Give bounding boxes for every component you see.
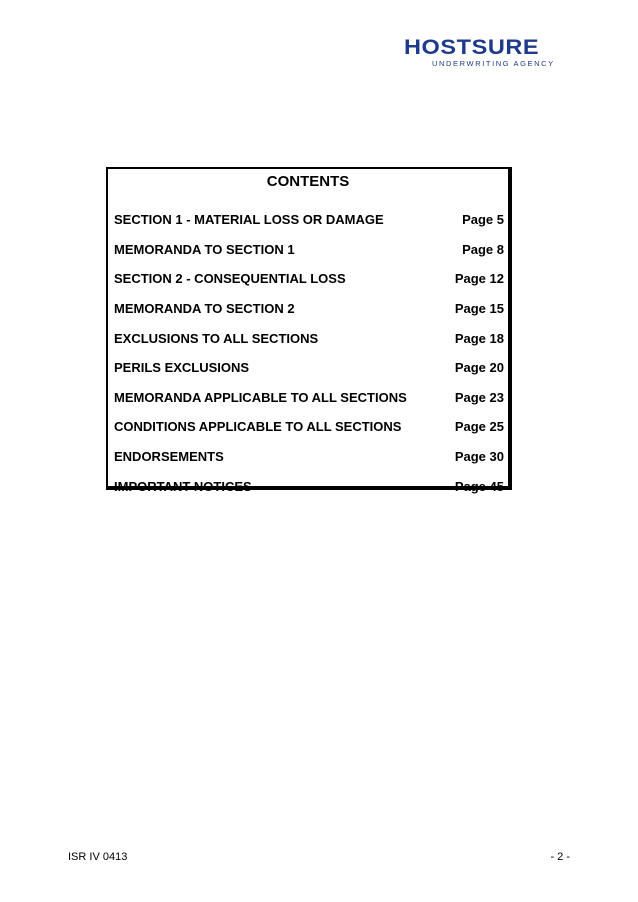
footer-document-ref: ISR IV 0413 (68, 851, 128, 863)
toc-entry (114, 264, 504, 294)
toc-entry-label: MEMORANDA TO SECTION 1 (114, 241, 295, 257)
logo-tagline: UNDERWRITING AGENCY (432, 59, 555, 68)
toc-entry-page: Page 23 (454, 389, 504, 405)
toc-entry-label: MEMORANDA TO SECTION 2 (114, 301, 295, 317)
toc-entry (114, 442, 504, 472)
footer-page-number: - 2 - (550, 851, 570, 863)
toc-entry-page: Page 8 (462, 241, 504, 257)
toc-list (114, 205, 504, 501)
toc-entry-page: Page 5 (462, 212, 504, 228)
toc-entry-label: EXCLUSIONS TO ALL SECTIONS (114, 330, 319, 346)
contents-box (106, 167, 512, 494)
toc-entry-page: Page 20 (454, 360, 504, 376)
toc-entry (114, 323, 504, 353)
toc-entry-page: Page 12 (454, 271, 504, 287)
toc-entry (114, 353, 504, 383)
toc-entry (114, 471, 504, 501)
toc-entry (114, 412, 504, 442)
toc-entry (114, 205, 504, 235)
toc-entry-page: Page 30 (454, 449, 504, 465)
toc-entry (114, 235, 504, 265)
toc-entry-label: PERILS EXCLUSIONS (114, 360, 250, 376)
toc-entry-label: IMPORTANT NOTICES (114, 478, 252, 494)
toc-entry (114, 294, 504, 324)
toc-entry (114, 383, 504, 413)
toc-entry-label: MEMORANDA APPLICABLE TO ALL SECTIONS (114, 389, 407, 405)
contents-title: CONTENTS (266, 173, 350, 190)
toc-entry-label: CONDITIONS APPLICABLE TO ALL SECTIONS (114, 419, 402, 435)
toc-entry-label: SECTION 2 - CONSEQUENTIAL LOSS (114, 271, 346, 287)
logo-name: HOSTSURE (404, 36, 540, 59)
toc-entry-page: Page 15 (454, 301, 504, 317)
toc-entry-page: Page 25 (454, 419, 504, 435)
toc-entry-page: Page 45 (454, 478, 504, 494)
hostsure-logo (404, 38, 572, 68)
toc-entry-label: ENDORSEMENTS (114, 449, 224, 465)
toc-entry-label: SECTION 1 - MATERIAL LOSS OR DAMAGE (114, 212, 384, 228)
toc-entry-page: Page 18 (454, 330, 504, 346)
